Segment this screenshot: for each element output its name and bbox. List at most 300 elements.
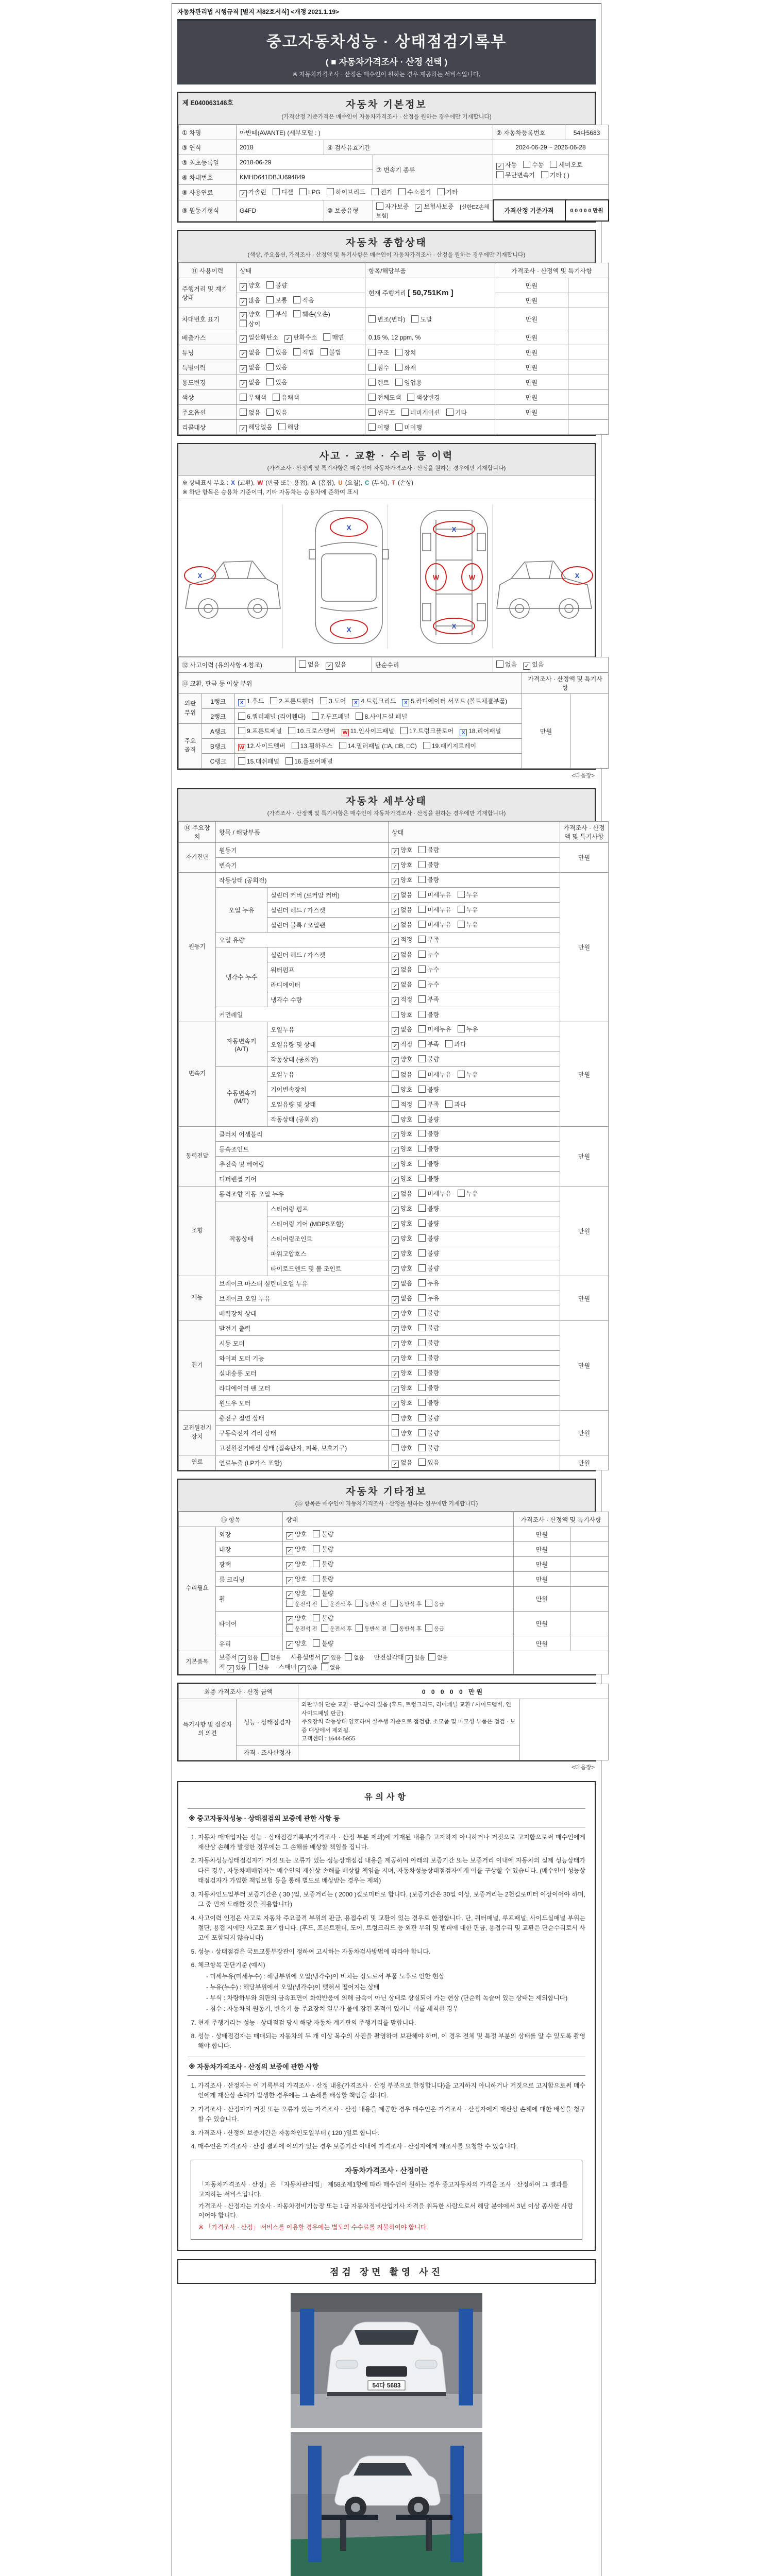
checkbox[interactable] — [240, 320, 247, 327]
checkbox[interactable] — [395, 423, 402, 431]
checkbox[interactable] — [392, 1100, 399, 1108]
option-7.루프패널 — [312, 712, 349, 721]
option-없음 — [240, 348, 260, 358]
checkbox[interactable] — [418, 1234, 426, 1242]
checkbox[interactable] — [320, 697, 327, 704]
device-label: 조향 — [179, 1187, 216, 1276]
option-미세누유 — [418, 1025, 451, 1033]
checkbox-checked[interactable]: W — [342, 729, 349, 736]
checkbox-checked[interactable]: ✓ — [392, 938, 399, 945]
checkbox[interactable] — [458, 921, 465, 928]
option-label: 썬루프 — [377, 409, 395, 416]
checkbox-checked[interactable]: ✓ — [392, 1311, 399, 1318]
checkbox-checked[interactable]: ✓ — [286, 1641, 293, 1649]
state-options — [389, 1067, 560, 1082]
checkbox-checked[interactable]: ✓ — [392, 1192, 399, 1199]
checkbox[interactable] — [418, 1145, 426, 1152]
column-header-usage: ⑪ 사용이력 — [179, 263, 237, 278]
checkbox[interactable] — [392, 1115, 399, 1123]
checkbox-checked[interactable]: ✓ — [392, 997, 399, 1005]
checkbox[interactable] — [238, 757, 245, 765]
checkbox[interactable] — [299, 188, 307, 195]
checkbox[interactable] — [458, 1190, 465, 1197]
device-label: 자기진단 — [179, 843, 216, 873]
section-final-price — [177, 1683, 596, 1761]
checkbox[interactable] — [418, 1055, 426, 1062]
state-options — [237, 293, 365, 308]
option-전기 — [372, 188, 392, 196]
option-label: 불량 — [322, 1615, 334, 1622]
checkbox-checked[interactable]: ✓ — [392, 908, 399, 915]
checkbox[interactable] — [418, 1279, 426, 1286]
option-label: 있음 — [307, 1665, 317, 1671]
option-양호 — [392, 875, 412, 885]
checkbox[interactable] — [323, 333, 330, 341]
checkbox-checked[interactable]: ✓ — [286, 1532, 293, 1539]
checkbox[interactable] — [376, 202, 383, 210]
checkbox[interactable] — [261, 1653, 268, 1660]
checkbox-checked[interactable]: ✓ — [392, 953, 399, 960]
checkbox[interactable] — [418, 1399, 426, 1406]
checkbox[interactable] — [418, 1264, 426, 1272]
checkbox[interactable] — [313, 1575, 320, 1582]
checkbox[interactable] — [418, 1219, 426, 1227]
checkbox[interactable] — [392, 1414, 399, 1421]
checkbox[interactable] — [299, 660, 306, 668]
checkbox[interactable] — [418, 1115, 426, 1123]
checkbox-checked[interactable]: ✓ — [392, 1296, 399, 1303]
checkbox-checked[interactable]: ✓ — [392, 1326, 399, 1333]
state-options — [389, 903, 560, 918]
checkbox[interactable] — [286, 1624, 293, 1632]
checkbox[interactable] — [400, 727, 408, 734]
checkbox[interactable] — [541, 171, 548, 178]
checkbox[interactable] — [418, 995, 426, 1003]
checkbox[interactable] — [418, 1294, 426, 1301]
checkbox[interactable] — [418, 906, 426, 913]
option-label: 양호 — [295, 1575, 307, 1583]
checkbox-checked[interactable]: ✓ — [392, 1281, 399, 1289]
option-label: 동반석 전 — [364, 1626, 387, 1632]
checkbox[interactable] — [418, 1025, 426, 1032]
option-불량 — [313, 1613, 333, 1623]
checkbox[interactable] — [356, 713, 363, 720]
checkbox[interactable] — [418, 1100, 426, 1108]
checkbox-checked[interactable]: ✓ — [286, 1547, 293, 1554]
checkbox[interactable] — [418, 1040, 426, 1047]
checkbox[interactable] — [418, 921, 426, 928]
checkbox-checked[interactable]: ✓ — [392, 1132, 399, 1139]
option-없음 — [392, 1189, 412, 1199]
option-불량 — [418, 860, 439, 869]
checkbox[interactable] — [418, 1369, 426, 1376]
option-label: 매연 — [332, 333, 344, 341]
option-양호 — [392, 1129, 412, 1139]
checkbox[interactable] — [391, 1600, 398, 1607]
checkbox-checked[interactable]: ✓ — [240, 365, 247, 372]
checkbox-checked[interactable]: ✓ — [392, 968, 399, 975]
checkbox-checked[interactable]: ✓ — [284, 335, 292, 343]
option-label: 누유 — [466, 921, 478, 928]
option-불량 — [418, 1338, 439, 1347]
checkbox-checked[interactable]: ✓ — [240, 380, 247, 387]
checkbox[interactable] — [345, 1653, 352, 1660]
checkbox[interactable] — [292, 742, 299, 749]
checkbox[interactable] — [368, 364, 376, 371]
option-무단변속기 — [496, 170, 535, 180]
checkbox-checked[interactable]: ✓ — [392, 1207, 399, 1214]
checkbox[interactable] — [418, 965, 426, 973]
checkbox[interactable] — [368, 379, 376, 386]
option-동반석 전 — [356, 1624, 387, 1634]
checkbox[interactable] — [266, 296, 274, 303]
checkbox-checked[interactable]: X — [352, 699, 359, 706]
price-cell: 만원 — [514, 1557, 570, 1572]
checkbox[interactable] — [418, 1309, 426, 1316]
checkbox-checked[interactable]: ✓ — [227, 1665, 234, 1672]
checkbox[interactable] — [392, 1429, 399, 1436]
checkbox[interactable] — [288, 727, 295, 734]
option-label: 불법 — [329, 348, 341, 356]
option-label: 양호 — [400, 1011, 413, 1019]
checkbox-checked[interactable]: ✓ — [392, 1236, 399, 1244]
checkbox-checked[interactable]: ✓ — [286, 1577, 293, 1584]
checkbox[interactable] — [425, 1624, 432, 1632]
checkbox[interactable] — [418, 1429, 426, 1436]
checkbox-checked[interactable]: ✓ — [392, 1251, 399, 1259]
checkbox[interactable] — [418, 1011, 426, 1018]
checkbox[interactable] — [285, 757, 293, 765]
option-label: 없음 — [400, 921, 413, 928]
checkbox[interactable] — [418, 876, 426, 883]
option-누유 — [418, 1294, 439, 1302]
checkbox-checked[interactable]: ✓ — [523, 663, 530, 670]
option-label: 이행 — [377, 423, 390, 431]
option-불량 — [418, 1234, 439, 1243]
checkbox-checked[interactable]: X — [460, 729, 467, 736]
diagram-basis-note: ※ 하단 항목은 승용차 기준이며, 기타 자동차는 승용차에 준하여 표시 — [182, 489, 359, 496]
checkbox-checked[interactable]: ✓ — [392, 863, 399, 870]
checkbox[interactable] — [418, 936, 426, 943]
checkbox[interactable] — [418, 1175, 426, 1182]
option-label: 훼손(오손) — [302, 311, 330, 318]
item-label: 등속조인트 — [216, 1142, 389, 1157]
checkbox-checked[interactable]: X — [238, 699, 245, 706]
option-label: 불량 — [427, 1324, 440, 1332]
field-label-engine: ⑨ 원동기형식 — [179, 200, 237, 221]
section-detail-state — [177, 788, 605, 1471]
checkbox[interactable] — [273, 188, 280, 195]
overall-header — [178, 231, 595, 263]
checkbox[interactable] — [240, 409, 247, 416]
checkbox-checked[interactable]: ✓ — [415, 205, 422, 212]
checkbox-checked[interactable]: ✓ — [240, 335, 247, 343]
checkbox[interactable] — [273, 394, 280, 401]
checkbox[interactable] — [321, 348, 328, 355]
checkbox[interactable] — [428, 1653, 435, 1660]
item-label: 실린더 블록 / 오일팬 — [267, 918, 389, 933]
note-cell — [568, 375, 609, 390]
checkbox-checked[interactable]: ✓ — [392, 1027, 399, 1035]
option-보험사보증 — [415, 202, 453, 212]
option-침수 — [368, 363, 389, 372]
checkbox[interactable] — [418, 891, 426, 898]
checkbox-checked[interactable]: ✓ — [392, 1042, 399, 1049]
option-label: 불량 — [427, 1086, 440, 1093]
option-운전석 후 — [321, 1624, 352, 1634]
checkbox[interactable] — [312, 713, 319, 720]
checkbox[interactable] — [496, 171, 503, 178]
checkbox-checked[interactable]: ✓ — [392, 1386, 399, 1393]
checkbox[interactable] — [418, 1071, 426, 1078]
checkbox[interactable] — [446, 409, 453, 416]
option-label: 과다 — [454, 1040, 466, 1048]
checkbox[interactable] — [238, 727, 245, 734]
option-과다 — [445, 1100, 466, 1109]
option-적정 — [392, 995, 412, 1005]
checkbox[interactable] — [418, 1339, 426, 1346]
field-value-vin: KMHD641DBJU694849 — [237, 170, 373, 185]
checkbox[interactable] — [313, 1545, 320, 1552]
checkbox-checked[interactable]: ✓ — [392, 1401, 399, 1408]
checkbox[interactable] — [445, 1100, 452, 1108]
checkbox[interactable] — [293, 348, 300, 355]
checkbox[interactable] — [321, 1600, 328, 1607]
checkbox[interactable] — [368, 349, 376, 356]
diagram-top-view — [309, 511, 389, 643]
field-value-valid-period: 2024-06-29 ~ 2026-06-28 — [493, 140, 609, 155]
state-options — [389, 1411, 560, 1426]
form-reference-note: 자동차관리법 시행규칙 [별지 제82호서식] <개정 2021.1.19> — [177, 8, 340, 15]
checkbox[interactable] — [418, 1414, 426, 1421]
checkbox[interactable] — [418, 1249, 426, 1257]
odometer-value: [ 50,751Km ] — [408, 289, 453, 297]
checkbox[interactable] — [395, 379, 402, 386]
checkbox-checked[interactable]: W — [238, 744, 245, 751]
option-있음 — [523, 660, 544, 670]
checkbox-checked[interactable]: ✓ — [392, 1162, 399, 1169]
checkbox-checked[interactable]: ✓ — [392, 1057, 399, 1064]
checkbox[interactable] — [368, 409, 376, 416]
checkbox[interactable] — [425, 1600, 432, 1607]
checkbox-checked[interactable]: ✓ — [239, 1655, 246, 1663]
checkbox[interactable] — [407, 394, 414, 401]
checkbox[interactable] — [321, 1624, 328, 1632]
checkbox-checked[interactable]: ✓ — [392, 1222, 399, 1229]
damage-code-legend — [178, 476, 595, 487]
checkbox[interactable] — [438, 188, 445, 195]
option-13.휠하우스 — [292, 741, 333, 750]
option-있음 — [298, 1664, 317, 1672]
checkbox-checked[interactable]: ✓ — [392, 982, 399, 990]
odometer-cell — [365, 278, 495, 308]
checkbox-checked[interactable]: ✓ — [392, 893, 399, 900]
checkbox[interactable] — [321, 1663, 328, 1670]
option-1.후드 — [238, 697, 264, 706]
option-영업용 — [395, 378, 422, 387]
checkbox-checked[interactable]: ✓ — [392, 1371, 399, 1378]
checkbox-checked[interactable]: ✓ — [406, 1655, 413, 1663]
notice-item: 8. 성능 · 상태점검자는 매매되는 자동차의 두 개 이상 복수의 사진을 촬영하여 보관해야 하며, 이 경우 전체 및 특정 부분의 상태를 알 수 있도록 촬영해야 합니다. — [198, 2031, 585, 2052]
option-label: 누수 — [427, 951, 440, 958]
option-label: 불량 — [427, 1264, 440, 1272]
price-cell: 만원 — [560, 1455, 609, 1470]
checkbox[interactable] — [339, 742, 346, 749]
checkbox-checked[interactable]: ✓ — [392, 1461, 399, 1468]
option-없음 — [345, 1653, 364, 1662]
checkbox[interactable] — [313, 1639, 320, 1647]
option-있음 — [239, 1654, 258, 1663]
option-label: 적정 — [400, 936, 413, 943]
checkbox[interactable] — [392, 1086, 399, 1093]
checkbox[interactable] — [266, 409, 274, 416]
checkbox[interactable] — [278, 423, 285, 430]
checkbox-checked[interactable]: ✓ — [240, 283, 247, 291]
item-label: 실린더 커버 (로커암 커버) — [267, 888, 389, 903]
option-label: 불량 — [427, 1234, 440, 1242]
checkbox[interactable] — [356, 1600, 363, 1607]
checkbox[interactable] — [313, 1560, 320, 1567]
checkbox-checked[interactable]: ✓ — [392, 1356, 399, 1363]
checkbox-checked[interactable]: ✓ — [286, 1591, 293, 1599]
checkbox[interactable] — [458, 891, 465, 898]
checkbox[interactable] — [418, 846, 426, 853]
emission-values: 0.15 %, 12 ppm, % — [365, 330, 495, 345]
checkbox[interactable] — [368, 423, 376, 431]
checkbox[interactable] — [418, 1205, 426, 1212]
checkbox[interactable] — [423, 742, 430, 749]
checkbox[interactable] — [392, 1011, 399, 1018]
checkbox-checked[interactable]: ✓ — [392, 1147, 399, 1154]
checkbox[interactable] — [238, 713, 245, 720]
basic-item-안전삼각대 — [374, 1653, 451, 1663]
checkbox[interactable] — [496, 660, 503, 668]
checkbox[interactable] — [458, 1025, 465, 1032]
checkbox-checked[interactable]: ✓ — [286, 1562, 293, 1569]
checkbox[interactable] — [418, 1130, 426, 1137]
option-label: 3.도어 — [329, 697, 346, 705]
checkbox[interactable] — [418, 1459, 426, 1466]
checkbox[interactable] — [392, 1071, 399, 1078]
option-label: 불량 — [322, 1640, 334, 1647]
checkbox[interactable] — [395, 349, 402, 356]
legend-desc: (판금 또는 용접), — [264, 480, 311, 486]
option-없음 — [392, 965, 412, 975]
checkbox[interactable] — [458, 1071, 465, 1078]
checkbox[interactable] — [270, 697, 277, 704]
inspector-role-label: 성능 · 상태점검자 — [237, 1699, 298, 1745]
checkbox-checked[interactable]: ✓ — [240, 190, 247, 197]
device-label: 변속기 — [179, 1022, 216, 1127]
checkbox[interactable] — [418, 1354, 426, 1361]
checkbox-checked[interactable]: X — [402, 699, 409, 706]
checkbox[interactable] — [368, 394, 376, 401]
checkbox[interactable] — [398, 188, 406, 195]
checkbox[interactable] — [266, 363, 274, 370]
checkbox-checked[interactable]: ✓ — [392, 1266, 399, 1274]
checkbox[interactable] — [240, 394, 247, 401]
checkbox-checked[interactable]: ✓ — [392, 878, 399, 885]
item-label: 라디에이터 팬 모터 — [216, 1381, 389, 1396]
option-label: 없음 — [400, 1459, 413, 1466]
checkbox[interactable] — [327, 188, 334, 195]
checkbox-checked[interactable]: ✓ — [298, 1665, 306, 1672]
checkbox-checked[interactable]: ✓ — [326, 663, 333, 670]
document-number: 제 E040063146호 — [182, 99, 233, 107]
checkbox[interactable] — [458, 906, 465, 913]
checkbox[interactable] — [523, 161, 530, 168]
checkbox[interactable] — [391, 1624, 398, 1632]
option-없음 — [321, 1663, 340, 1671]
rank-items — [235, 709, 522, 724]
checkbox[interactable] — [401, 409, 409, 416]
checkbox-checked[interactable]: ✓ — [392, 923, 399, 930]
checkbox[interactable] — [418, 861, 426, 868]
checkbox-checked[interactable]: ✓ — [496, 163, 503, 170]
option-없음 — [392, 1458, 412, 1468]
checkbox-checked[interactable]: ✓ — [240, 298, 247, 306]
note-cell — [570, 1636, 609, 1651]
checkbox[interactable] — [293, 296, 300, 303]
checkbox[interactable] — [249, 1663, 257, 1670]
checkbox[interactable] — [395, 364, 402, 371]
checkbox[interactable] — [418, 1444, 426, 1451]
checkbox-checked[interactable]: ✓ — [240, 425, 247, 432]
section-etc-info — [177, 1479, 601, 1675]
option-label: 적음 — [302, 296, 314, 304]
option-label: 양호 — [400, 876, 413, 884]
checkbox[interactable] — [418, 1086, 426, 1093]
option-운전석 전 — [286, 1599, 317, 1609]
option-label: 동반석 전 — [364, 1601, 387, 1607]
svg-text:X: X — [451, 622, 457, 630]
checkbox[interactable] — [266, 348, 274, 355]
checkbox[interactable] — [392, 1444, 399, 1451]
checkbox[interactable] — [266, 378, 274, 385]
checkbox[interactable] — [550, 161, 557, 168]
checkbox[interactable] — [266, 281, 274, 289]
checkbox[interactable] — [356, 1624, 363, 1632]
checkbox[interactable] — [313, 1530, 320, 1537]
checkbox[interactable] — [266, 310, 274, 317]
checkbox[interactable] — [418, 1384, 426, 1391]
option-label: 양호 — [295, 1561, 307, 1568]
checkbox[interactable] — [313, 1614, 320, 1621]
checkbox-checked[interactable]: ✓ — [286, 1616, 293, 1623]
checkbox[interactable] — [418, 951, 426, 958]
checkbox[interactable] — [368, 315, 376, 323]
checkbox[interactable] — [313, 1589, 320, 1597]
checkbox[interactable] — [445, 1040, 452, 1047]
checkbox[interactable] — [418, 980, 426, 988]
checkbox[interactable] — [418, 1160, 426, 1167]
checkbox[interactable] — [411, 315, 418, 323]
checkbox-checked[interactable]: ✓ — [392, 1341, 399, 1348]
checkbox-checked[interactable]: ✓ — [240, 350, 247, 358]
checkbox-checked[interactable]: ✓ — [392, 848, 399, 855]
checkbox[interactable] — [418, 1324, 426, 1331]
option-label: 네비게이션 — [410, 409, 440, 416]
option-label: 하이브리드 — [335, 188, 365, 196]
checkbox-checked[interactable]: ✓ — [322, 1655, 329, 1663]
checkbox-checked[interactable]: ✓ — [392, 1177, 399, 1184]
checkbox[interactable] — [293, 310, 300, 317]
checkbox-checked[interactable]: ✓ — [240, 312, 247, 319]
option-양호 — [392, 1368, 412, 1378]
checkbox[interactable] — [372, 188, 379, 195]
checkbox[interactable] — [418, 1190, 426, 1197]
checkbox[interactable] — [286, 1600, 293, 1607]
